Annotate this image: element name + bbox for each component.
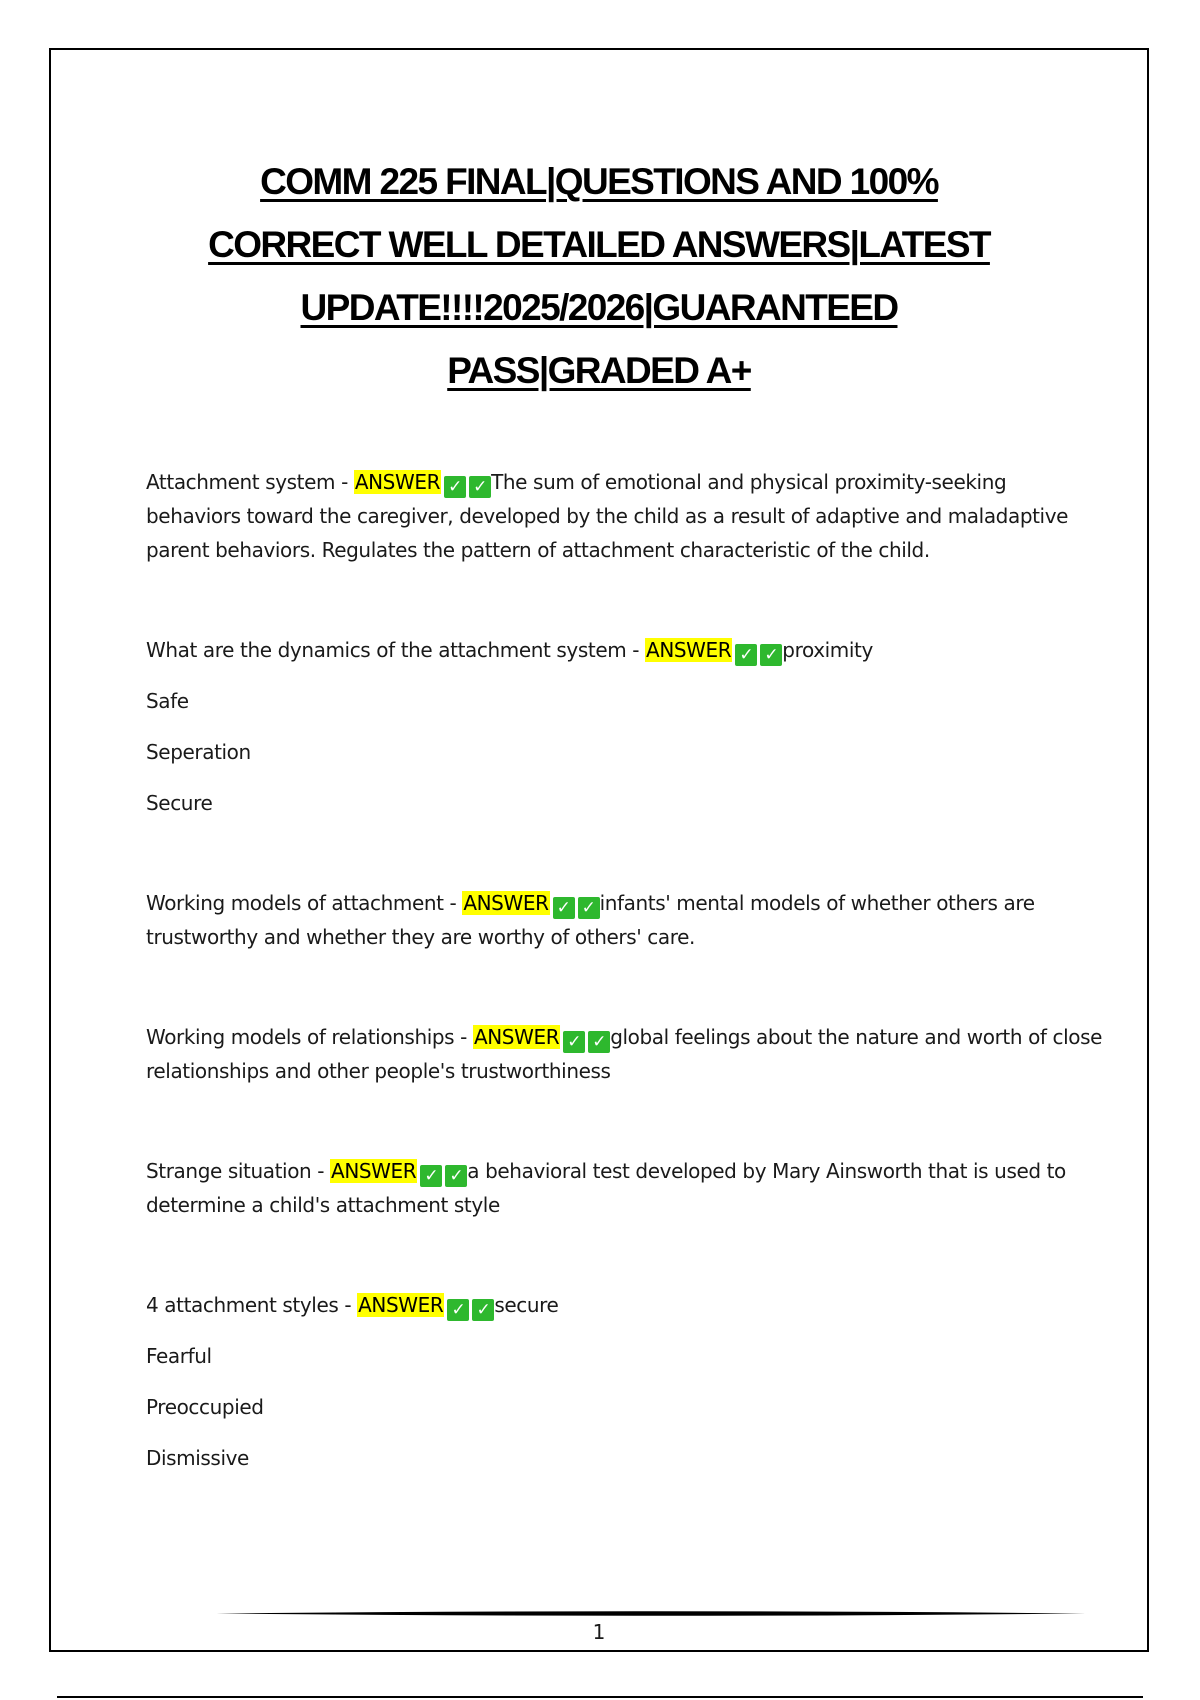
check-mark-icon: ✓ xyxy=(447,1299,469,1321)
title-line: COMM 225 FINAL|QUESTIONS AND 100% xyxy=(260,161,938,202)
check-mark-icon: ✓ xyxy=(578,897,600,919)
check-mark-icon: ✓ xyxy=(588,1031,610,1053)
answer-list-item: Secure xyxy=(146,791,213,815)
answer-list-item: Seperation xyxy=(146,740,251,764)
qa-line xyxy=(146,1288,1106,1322)
answer-text: a behavioral test developed by Mary Ainsworth that is used to determine a child's attachment style xyxy=(146,1159,1066,1217)
qa-entry xyxy=(146,633,1106,820)
answer-text: global feelings about the nature and worth of close relationships and other people's trustworthiness xyxy=(146,1025,1103,1083)
check-mark-icon: ✓ xyxy=(735,644,757,666)
footer-rule xyxy=(216,1610,1086,1617)
check-mark-icon: ✓ xyxy=(445,1165,467,1187)
answer-list-item: Safe xyxy=(146,689,189,713)
question-term: 4 attachment styles - xyxy=(146,1293,358,1317)
qa-line xyxy=(146,886,1106,954)
qa-entry xyxy=(146,1154,1106,1222)
qa-line xyxy=(146,1154,1106,1222)
page-number: 1 xyxy=(592,1620,606,1644)
question-term: Working models of attachment - xyxy=(146,891,463,915)
qa-entry xyxy=(146,465,1106,567)
document-title xyxy=(51,150,1147,402)
qa-entry xyxy=(146,1288,1106,1475)
answer-label: ANSWER xyxy=(473,1025,560,1049)
qa-line xyxy=(146,633,1106,667)
answer-label: ANSWER xyxy=(354,470,441,494)
qa-line xyxy=(146,1020,1106,1088)
answer-label: ANSWER xyxy=(463,891,549,915)
qa-list xyxy=(146,465,1106,1541)
question-term: Attachment system - xyxy=(146,470,354,494)
qa-entry xyxy=(146,1020,1106,1088)
answer-text: infants' mental models of whether others are trustworthy and whether they are worthy of others' care. xyxy=(146,891,1035,949)
title-line: PASS|GRADED A+ xyxy=(447,350,751,391)
title-line: CORRECT WELL DETAILED ANSWERS|LATEST xyxy=(208,224,990,265)
answer-text: proximity xyxy=(782,638,873,662)
answer-label: ANSWER xyxy=(358,1293,444,1317)
title-line: UPDATE!!!!2025/2026|GUARANTEED xyxy=(300,287,898,328)
answer-list-item: Fearful xyxy=(146,1344,212,1368)
check-mark-icon: ✓ xyxy=(760,644,782,666)
check-mark-icon: ✓ xyxy=(469,476,491,498)
question-term: Working models of relationships - xyxy=(146,1025,473,1049)
qa-line xyxy=(146,465,1106,567)
answer-label: ANSWER xyxy=(331,1159,417,1183)
check-mark-icon: ✓ xyxy=(553,897,575,919)
answer-label: ANSWER xyxy=(646,638,732,662)
answer-list-item: Dismissive xyxy=(146,1446,249,1470)
page-frame xyxy=(49,48,1149,1652)
question-term: Strange situation - xyxy=(146,1159,331,1183)
check-mark-icon: ✓ xyxy=(420,1165,442,1187)
answer-text: secure xyxy=(494,1293,559,1317)
qa-entry xyxy=(146,886,1106,954)
check-mark-icon: ✓ xyxy=(563,1031,585,1053)
question-term: What are the dynamics of the attachment system - xyxy=(146,638,646,662)
check-mark-icon: ✓ xyxy=(472,1299,494,1321)
answer-list-item: Preoccupied xyxy=(146,1395,264,1419)
answer-text: The sum of emotional and physical proximity-seeking behaviors toward the caregiver, developed by the child as a result of adaptive and maladaptive parent behaviors. Regulates the pattern of attachment characteristic of the child. xyxy=(146,470,1069,562)
check-mark-icon: ✓ xyxy=(444,476,466,498)
next-page-edge xyxy=(57,1696,1143,1698)
